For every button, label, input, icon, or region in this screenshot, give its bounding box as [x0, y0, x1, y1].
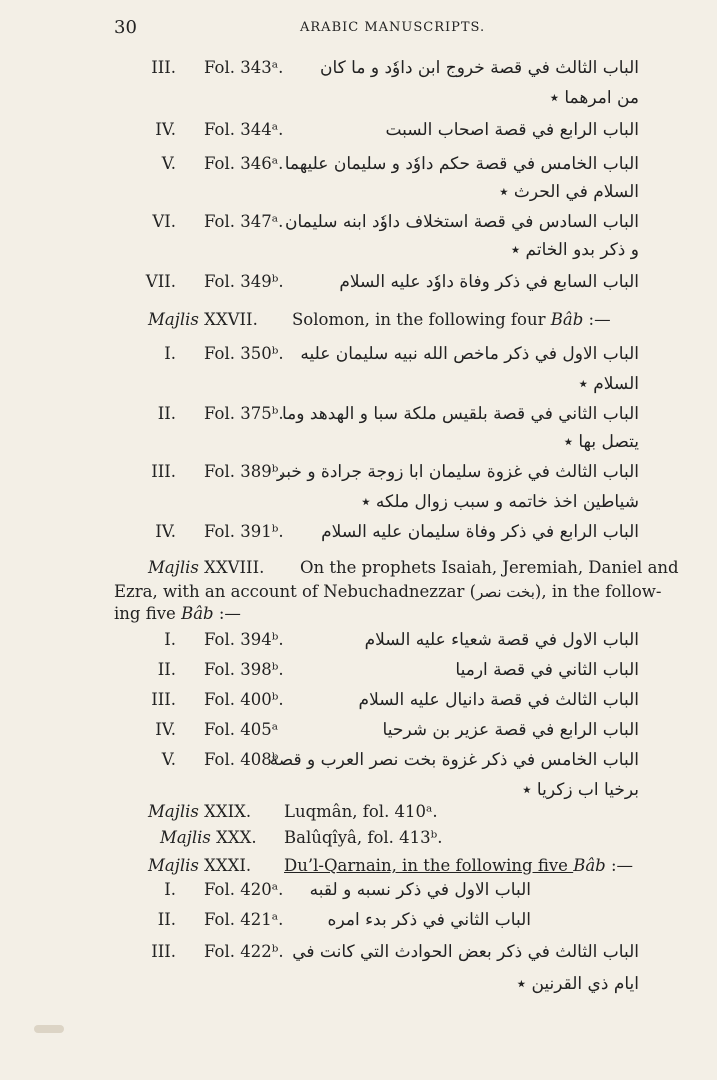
entry-number: V. [161, 750, 176, 769]
arabic-title: الباب الثالث في ذكر بعض الحوادث التي كانت في [292, 942, 639, 962]
majlis-description-end: :— [605, 856, 634, 875]
folio-ref: Fol. 421ᵃ. [204, 910, 284, 929]
majlis-description-end: :— [213, 604, 241, 623]
bab-term: Bâb [181, 604, 214, 623]
entry-number: IV. [155, 120, 176, 139]
arabic-title: الباب الثاني في ذكر بدء امره [327, 910, 531, 930]
majlis-label: Majlis [160, 828, 211, 847]
entry-number: IV. [155, 720, 176, 739]
arabic-inline-name: بخت نصر [476, 583, 535, 601]
paper-stain [34, 1025, 64, 1033]
majlis-description: Luqmân, fol. 410ᵃ. [284, 802, 438, 821]
majlis-description: ), in the follow- [534, 582, 662, 601]
arabic-title-continued: شياطين اخذ خاتمه و سبب زوال ملكه ٭ [361, 492, 639, 512]
entry-number: III. [151, 58, 176, 77]
entry-number: II. [157, 910, 176, 929]
entry-number: II. [157, 404, 176, 423]
majlis-label: Majlis [148, 310, 199, 329]
arabic-title: الباب الرابع في ذكر وفاة سليمان عليه السلام [321, 522, 639, 542]
folio-ref: Fol. 405ᵃ [204, 720, 279, 739]
arabic-title: الباب الاول في ذكر نسبه و لقبه [309, 880, 531, 900]
arabic-title: الباب الثاني في قصة بلقيس ملكة سبا و الهدهد وما [281, 404, 639, 424]
arabic-title: الباب الخامس في ذكر غزوة بخت نصر العرب و قصة [269, 750, 639, 770]
majlis-label: Majlis [148, 802, 199, 821]
majlis-description: On the prophets Isaiah, Jeremiah, Daniel and [300, 558, 679, 577]
arabic-title-continued: برخيا اب زكريا ٭ [522, 780, 639, 800]
folio-ref: Fol. 398ᵇ. [204, 660, 284, 679]
arabic-title: الباب الاول في قصة شعياء عليه السلام [364, 630, 639, 650]
arabic-title-continued: و ذكر بدو الخاتم ٭ [510, 240, 639, 260]
arabic-title: الباب الثالث في غزوة سليمان ابا زوجة جرادة و خبر [276, 462, 639, 482]
majlis-numeral: XXVII. [204, 310, 258, 329]
arabic-title: الباب الخامس في قصة حكم داوٗد و سليمان عليهما [284, 154, 639, 174]
majlis-description: Du’l-Qarnain, in the following five [284, 856, 574, 875]
entry-number: V. [161, 154, 176, 173]
folio-ref: Fol. 400ᵇ. [204, 690, 284, 709]
entry-number: IV. [155, 522, 176, 541]
folio-ref: Fol. 346ᵃ. [204, 154, 284, 173]
majlis-description: Ezra, with an account of Nebuchadnezzar ( [114, 582, 477, 601]
majlis-description: Balûqîyâ, fol. 413ᵇ. [284, 828, 443, 847]
folio-ref: Fol. 349ᵇ. [204, 272, 284, 291]
majlis-numeral: XXXI. [204, 856, 252, 875]
entry-number: III. [151, 942, 176, 961]
folio-ref: Fol. 344ᵃ. [204, 120, 284, 139]
arabic-title-continued: السلام في الحرث ٭ [499, 182, 639, 202]
arabic-title: الباب الثاني في قصة ارميا [455, 660, 639, 680]
entry-number: I. [164, 630, 176, 649]
folio-ref: Fol. 408ᵇ [204, 750, 279, 769]
arabic-title: الباب السادس في قصة استخلاف داوٗد ابنه سليمان [285, 212, 639, 232]
entry-number: II. [157, 660, 176, 679]
entry-number: I. [164, 344, 176, 363]
running-title: ARABIC MANUSCRIPTS. [300, 20, 486, 35]
page-number: 30 [114, 17, 137, 38]
folio-ref: Fol. 394ᵇ. [204, 630, 284, 649]
bab-term: Bâb [573, 856, 606, 875]
arabic-title-continued: يتصل بها ٭ [563, 432, 639, 452]
arabic-title: الباب السابع في ذكر وفاة داوٗد عليه السلام [339, 272, 639, 292]
folio-ref: Fol. 347ᵃ. [204, 212, 284, 231]
arabic-title: الباب الرابع في قصة اصحاب السبت [385, 120, 639, 140]
arabic-title: الباب الرابع في قصة عزير بن شرحيا [382, 720, 639, 740]
majlis-description: Solomon, in the following four [292, 310, 551, 329]
folio-ref: Fol. 375ᵇ. [204, 404, 284, 423]
majlis-numeral: XXIX. [204, 802, 252, 821]
folio-ref: Fol. 389ᵇ. [204, 462, 284, 481]
majlis-label: Majlis [148, 856, 199, 875]
majlis-label: Majlis [148, 558, 199, 577]
majlis-description: ing five [114, 604, 182, 623]
majlis-description-end: :— [583, 310, 611, 329]
entry-number: VII. [145, 272, 176, 291]
entry-number: III. [151, 690, 176, 709]
arabic-title-continued: من امرهما ٭ [549, 88, 639, 108]
entry-number: VI. [152, 212, 176, 231]
entry-number: I. [164, 880, 176, 899]
arabic-title: الباب الثالث في قصة دانيال عليه السلام [358, 690, 639, 710]
arabic-title: الباب الثالث في قصة خروج ابن داوٗد و ما كان [319, 58, 639, 78]
folio-ref: Fol. 350ᵇ. [204, 344, 284, 363]
bab-term: Bâb [550, 310, 584, 329]
folio-ref: Fol. 420ᵃ. [204, 880, 284, 899]
folio-ref: Fol. 343ᵃ. [204, 58, 284, 77]
arabic-title-continued: السلام ٭ [578, 374, 639, 394]
arabic-title: الباب الاول في ذكر ماخص الله نبيه سليمان عليه [300, 344, 639, 364]
folio-ref: Fol. 391ᵇ. [204, 522, 284, 541]
majlis-numeral: XXVIII. [204, 558, 265, 577]
arabic-title-continued: ايام ذي القرنين ٭ [516, 974, 639, 994]
majlis-numeral: XXX. [216, 828, 257, 847]
page-header [0, 14, 717, 38]
folio-ref: Fol. 422ᵇ. [204, 942, 284, 961]
entry-number: III. [151, 462, 176, 481]
